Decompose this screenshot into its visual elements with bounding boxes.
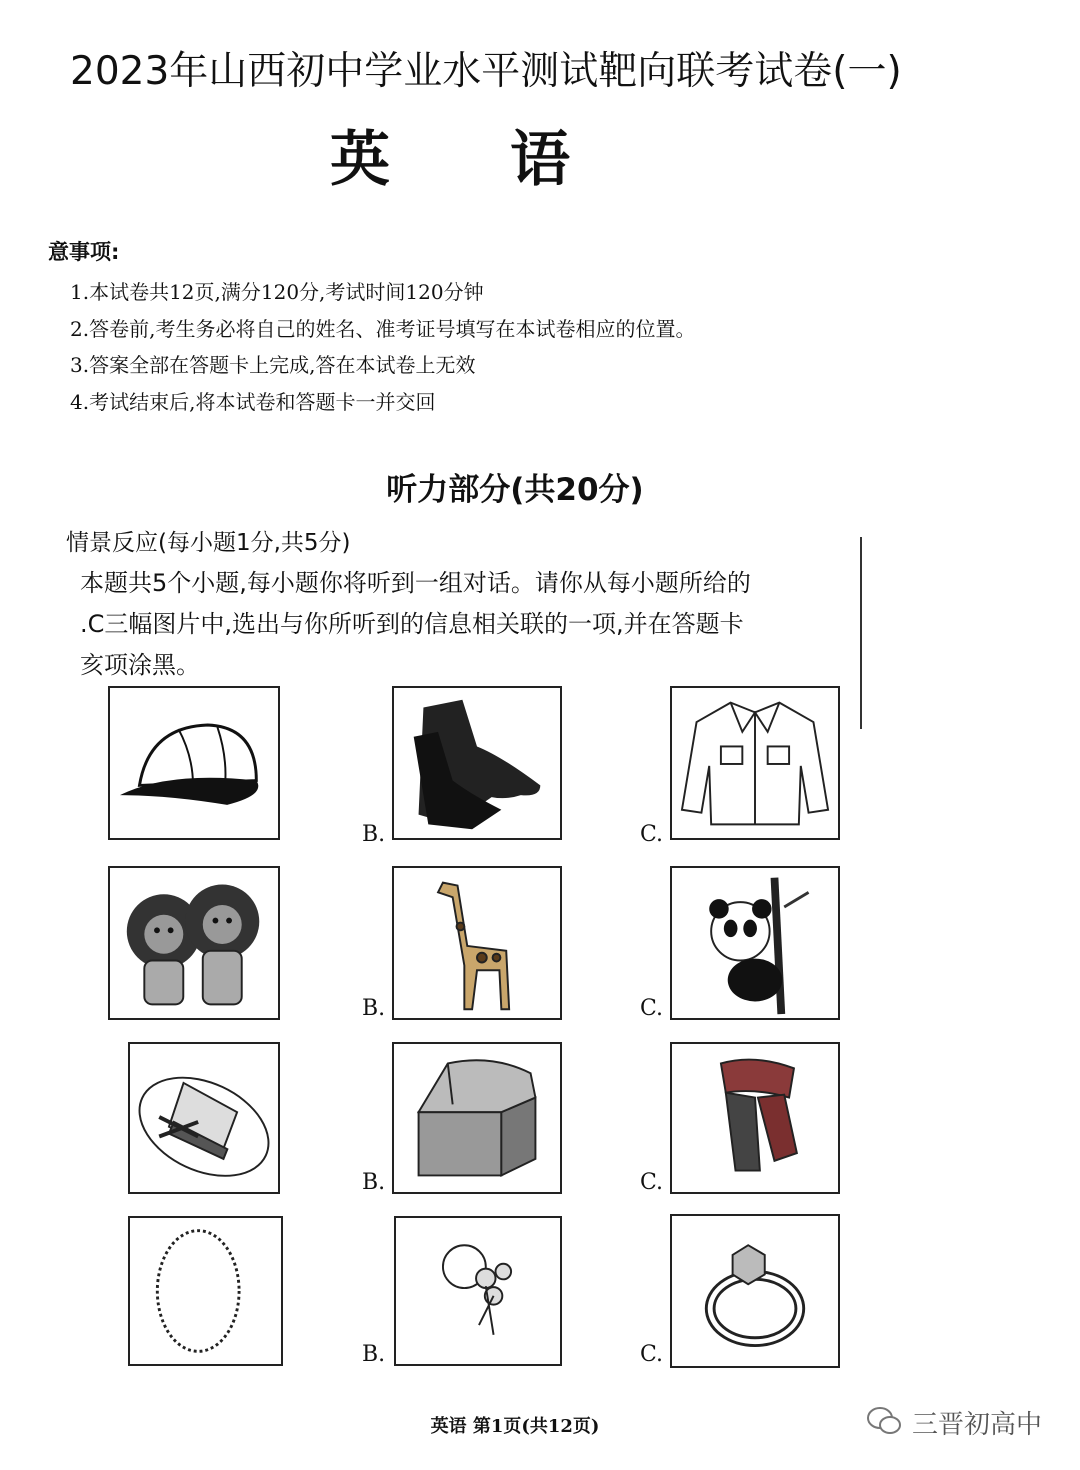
jacket-icon — [670, 686, 840, 840]
notes-heading: 意事项: — [48, 240, 120, 264]
note-item-4: 4.考试结束后,将本试卷和答题卡一并交回 — [70, 390, 436, 414]
option-c-label: C. — [640, 1342, 664, 1367]
wechat-icon — [866, 1406, 902, 1436]
necklace-icon — [128, 1216, 283, 1366]
box-icon — [392, 1042, 562, 1194]
page-footer: 英语 第1页(共12页) — [430, 1416, 600, 1437]
instruction-line-2: .C三幅图片中,选出与你所听到的信息相关联的一项,并在答题卡 — [80, 610, 744, 638]
option-b-label: B. — [362, 1342, 386, 1367]
note-item-1: 1.本试卷共12页,满分120分,考试时间120分钟 — [70, 280, 484, 304]
margin-line — [860, 537, 862, 729]
section-title: 听力部分(共20分) — [386, 472, 644, 508]
giraffe-icon — [392, 866, 562, 1020]
watermark: 三晋初高中 — [912, 1410, 1043, 1440]
subject-title: 英语 — [330, 125, 690, 195]
lions-icon — [108, 866, 280, 1020]
brooch-icon — [394, 1216, 562, 1366]
option-b-label: B. — [362, 996, 386, 1021]
exam-title: 2023年山西初中学业水平测试靶向联考试卷(一) — [70, 49, 902, 94]
scarf-icon — [670, 1042, 840, 1194]
hat-icon — [128, 1042, 280, 1194]
note-item-3: 3.答案全部在答题卡上完成,答在本试卷上无效 — [70, 353, 476, 377]
ring-icon — [670, 1214, 840, 1368]
option-c-label: C. — [640, 996, 664, 1021]
part-title: 情景反应(每小题1分,共5分) — [66, 530, 351, 556]
note-item-2: 2.答卷前,考生务必将自己的姓名、准考证号填写在本试卷相应的位置。 — [70, 317, 696, 341]
gloves-icon — [392, 686, 562, 840]
option-c-label: C. — [640, 822, 664, 847]
instruction-line-1: 本题共5个小题,每小题你将听到一组对话。请你从每小题所给的 — [80, 569, 751, 597]
cap-icon — [108, 686, 280, 840]
option-b-label: B. — [362, 822, 386, 847]
instruction-line-3: 亥项涂黑。 — [80, 651, 200, 679]
option-b-label: B. — [362, 1170, 386, 1195]
panda-icon — [670, 866, 840, 1020]
option-c-label: C. — [640, 1170, 664, 1195]
